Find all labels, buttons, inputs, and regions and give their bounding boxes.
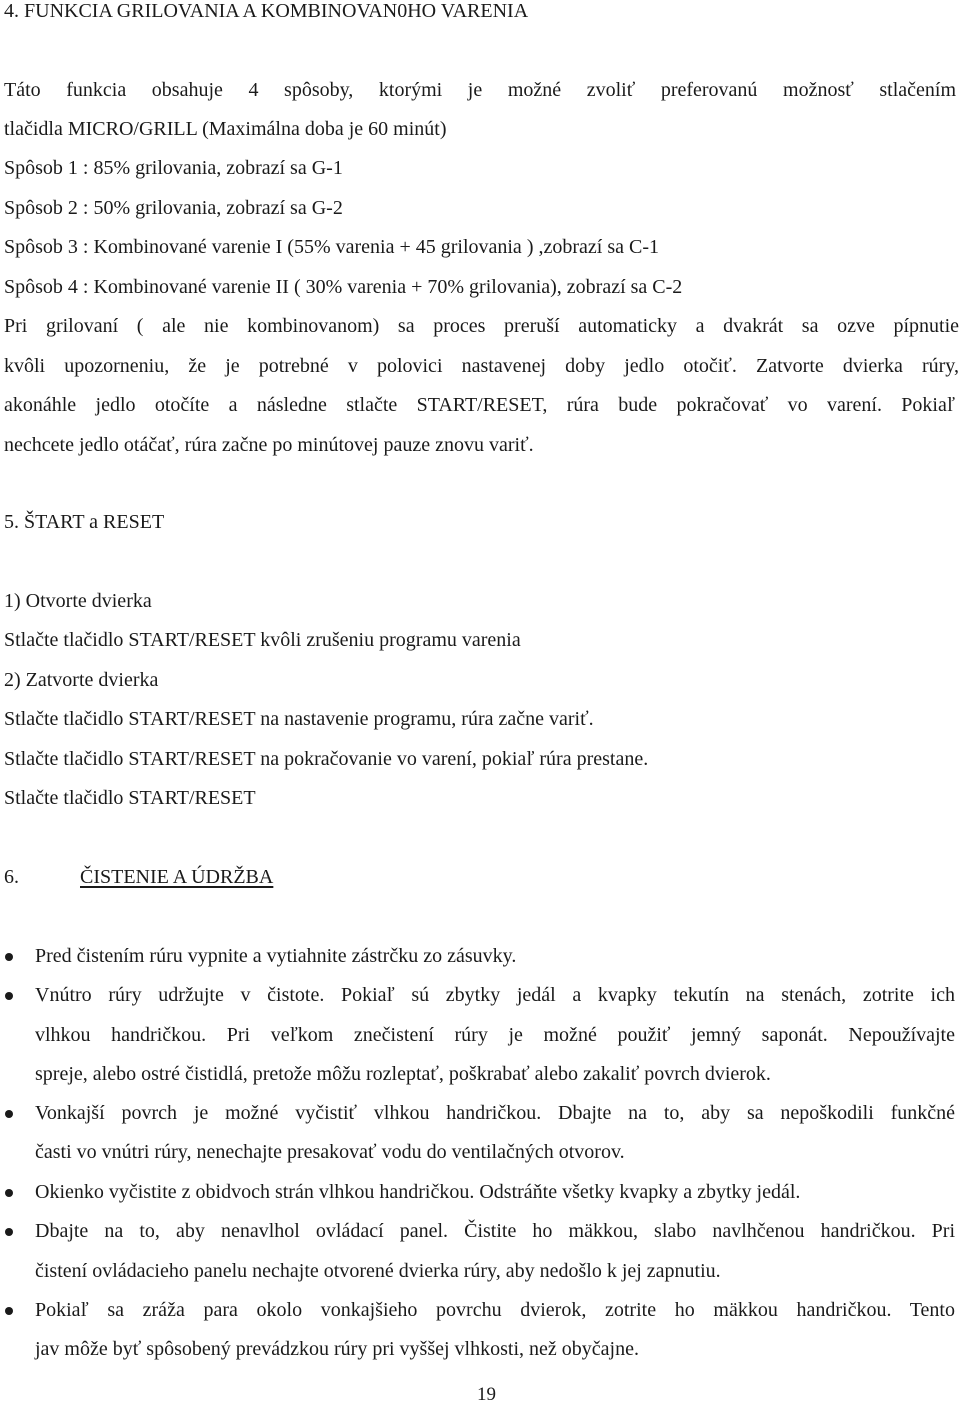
list-item-continuation: jav môže byť spôsobený prevádzkou rúry pri vyššej vlhkosti, než obyčajne.	[35, 1338, 639, 1360]
paragraph-line: Stlačte tlačidlo START/RESET na pokračovanie vo varení, pokiaľ rúra prestane.	[4, 748, 649, 770]
list-item: Okienko vyčistite z obidvoch strán vlhkou handričkou. Odstráňte všetky kvapky a zbytky jedál.	[35, 1181, 801, 1203]
paragraph-line: tlačidla MICRO/GRILL (Maximálna doba je 60 minút)	[4, 118, 447, 140]
list-item: Dbajte na to, aby nenavlhol ovládací panel. Čistite ho mäkkou, slabo navlhčenou handričkou. Pri	[35, 1220, 955, 1242]
section-6-number: 6.	[4, 866, 19, 888]
bullet-icon	[5, 992, 13, 1000]
paragraph-line: Stlačte tlačidlo START/RESET na nastavenie programu, rúra začne variť.	[4, 708, 594, 730]
list-item: Pokiaľ sa zráža para okolo vonkajšieho povrchu dvierok, zotrite ho mäkkou handričkou. Tento	[35, 1299, 955, 1321]
paragraph-line: 2) Zatvorte dvierka	[4, 669, 159, 691]
paragraph-line: Spôsob 4 : Kombinované varenie II ( 30% varenia + 70% grilovania), zobrazí sa C-2	[4, 276, 683, 298]
paragraph-line: Pri grilovaní ( ale nie kombinovanom) sa proces preruší automaticky a dvakrát sa ozve pípnutie	[4, 315, 959, 337]
list-item: Pred čistením rúru vypnite a vytiahnite zástrčku zo zásuvky.	[35, 945, 517, 967]
list-item-continuation: čistení ovládacieho panelu nechajte otvorené dvierka rúry, aby nedošlo k jej zapnutiu.	[35, 1260, 721, 1282]
paragraph-line: kvôli upozorneniu, že je potrebné v polovici nastavenej doby jedlo otočiť. Zatvorte dvierka rúry,	[4, 355, 959, 377]
paragraph-line: akonáhle jedlo otočíte a následne stlačte START/RESET, rúra bude pokračovať vo varení. Pokiaľ	[4, 394, 955, 416]
section-4-heading: 4. FUNKCIA GRILOVANIA A KOMBINOVAN0HO VARENIA	[4, 0, 529, 22]
paragraph-line: Spôsob 3 : Kombinované varenie I (55% varenia + 45 grilovania ) ,zobrazí sa C-1	[4, 236, 659, 258]
bullet-icon	[5, 1307, 13, 1315]
list-item-continuation: časti vo vnútri rúry, nenechajte presakovať vodu do ventilačných otvorov.	[35, 1141, 625, 1163]
bullet-icon	[5, 1189, 13, 1197]
section-6-heading: ČISTENIE A ÚDRŽBA	[80, 866, 274, 888]
paragraph-line: Stlačte tlačidlo START/RESET kvôli zrušeniu programu varenia	[4, 629, 521, 651]
list-item: Vonkajší povrch je možné vyčistiť vlhkou handričkou. Dbajte na to, aby sa nepoškodili funkčné	[35, 1102, 955, 1124]
paragraph-line: nechcete jedlo otáčať, rúra začne po minútovej pauze znovu variť.	[4, 434, 534, 456]
list-item: Vnútro rúry udržujte v čistote. Pokiaľ sú zbytky jedál a kvapky tekutín na stenách, zotrite ich	[35, 984, 955, 1006]
paragraph-line: Táto funkcia obsahuje 4 spôsoby, ktorými je možné zvoliť preferovanú možnosť stlačením	[4, 79, 956, 101]
bullet-icon	[5, 953, 13, 961]
bullet-icon	[5, 1228, 13, 1236]
list-item-continuation: spreje, alebo ostré čistidlá, pretože môžu rozleptať, poškrabať alebo zakaliť povrch dvierok.	[35, 1063, 771, 1085]
page-number: 19	[477, 1384, 496, 1405]
paragraph-line: Spôsob 1 : 85% grilovania, zobrazí sa G-1	[4, 157, 343, 179]
bullet-icon	[5, 1110, 13, 1118]
paragraph-line: Stlačte tlačidlo START/RESET	[4, 787, 256, 809]
paragraph-line: Spôsob 2 : 50% grilovania, zobrazí sa G-2	[4, 197, 343, 219]
section-5-heading: 5. ŠTART a RESET	[4, 511, 165, 533]
list-item-continuation: vlhkou handričkou. Pri veľkom znečistení rúry je možné použiť jemný saponát. Nepoužívajte	[35, 1024, 955, 1046]
paragraph-line: 1) Otvorte dvierka	[4, 590, 152, 612]
